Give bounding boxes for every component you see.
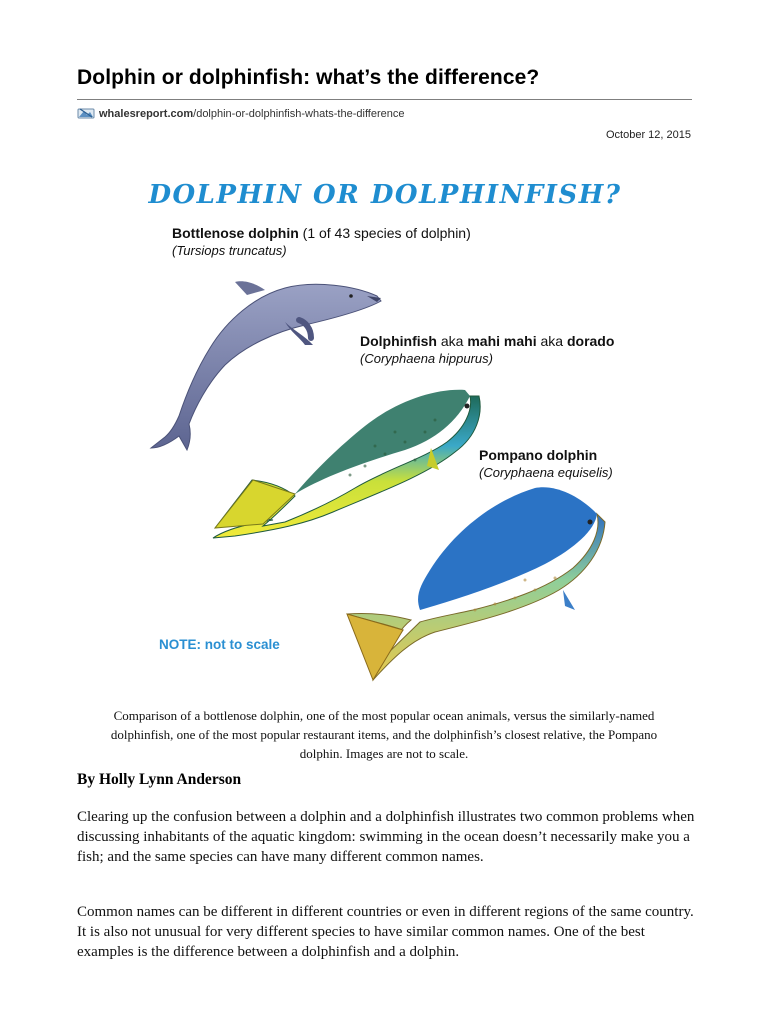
dolphinfish-image [213,390,480,538]
figure-caption: Comparison of a bottlenose dolphin, one of the most popular ocean animals, versus the similarly-named dolphinfish, one of the most popular restaurant items, and the dolphinfish’s closest relative, the Pompano dolphin. Images are not to scale. [110,708,658,761]
bottlenose-note: (1 of 43 species of dolphin) [298,225,471,241]
comparison-illustration [135,170,635,690]
source-domain: whalesreport.com [99,108,194,120]
bottlenose-dolphin-image [151,281,381,450]
pompano-scientific: (Coryphaena equiselis) [479,465,613,480]
dolphinfish-aka-2: aka [536,333,567,349]
link-icon [77,107,95,122]
body-paragraph-1: Clearing up the confusion between a dolphin and a dolphinfish illustrates two common problems when discussing inhabitants of the aquatic kingdom: swimming in the ocean doesn’t necessarily make you a fish; and the same species can have many different common names. [77,809,695,865]
dolphinfish-label [360,333,614,349]
source-link[interactable] [99,108,405,120]
body-paragraph-2: Common names can be different in different countries or even in different regions of the same country. It is also not unusual for very different species to have similar common names. One of the best examples is the difference between a dolphinfish and a dolphin. [77,904,694,960]
figure-heading: DOLPHIN OR DOLPHINFISH? [148,180,622,210]
source-line [77,106,405,122]
dolphinfish-name: Dolphinfish [360,333,437,349]
source-path: /dolphin-or-dolphinfish-whats-the-difference [193,108,405,120]
pompano-name: Pompano dolphin [479,447,598,463]
comparison-figure [135,170,635,690]
dolphinfish-alt-2: dorado [566,333,615,349]
article-title: Dolphin or dolphinfish: what’s the difference? [77,66,540,89]
publish-date: October 12, 2015 [605,129,691,141]
scale-note: NOTE: not to scale [159,637,280,652]
byline: By Holly Lynn Anderson [77,771,242,788]
title-divider [77,99,692,100]
pompano-dolphin-image [347,487,605,680]
dolphinfish-scientific: (Coryphaena hippurus) [360,351,493,366]
bottlenose-scientific: (Tursiops truncatus) [172,243,287,258]
bottlenose-label [172,225,471,241]
dolphinfish-alt-1: mahi mahi [467,333,537,349]
bottlenose-name: Bottlenose dolphin [172,225,299,241]
dolphinfish-aka-1: aka [437,333,468,349]
